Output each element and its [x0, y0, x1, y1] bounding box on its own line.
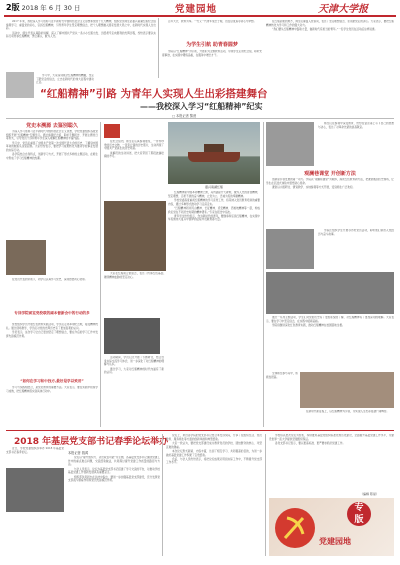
- editor-note: （编辑 陈星）: [360, 492, 379, 496]
- mid-right-headline: 观澜巷课堂 开创新方法: [304, 171, 356, 177]
- stamp-footer: 党建园地: [319, 537, 351, 546]
- party-emblem-icon: [273, 504, 317, 552]
- main-title: “红船精神”引路 为青年人实现人生出彩搭建舞台: [40, 88, 268, 100]
- col3-text: 红船精神是中国革命精神之源，其内涵是开天辟地、敢为人先的首创精神，坚定理想、百折不挠的奋斗精神，立党为公、忠诚为民的奉献精神。 学校党委高度重视红船精神的学习宣传工作，将其纳入党员教育培训的重要内容，通过多种形式推动学习走深走实。 “红船精神同井冈山精神、长征精神、延安精神、西柏坡精神等一起，构成我们党在不同历史时期的精神谱系。”专家在报告中指出。 青年学生纷纷表示，作为新时代的青年，要继承和弘扬红船精神，在实现中华民族伟大复兴中国梦的征程中贡献青春力量。: [168, 191, 260, 222]
- side-text-a: 学习中，大家深刻领会红船精神的精髓，坚定了跟党走的信念，立志在新时代的伟大征程中建功立业。: [36, 74, 94, 85]
- top-right-text: 学院以“红船精神”为引领，开展系列主题教育活动，带领学生走进纪念馆，聆听先辈事迹，在实践中锤炼品格，在服务中增长才干。: [162, 50, 262, 57]
- group-photo-2: [104, 318, 160, 354]
- left-subhead-1: 党史本溯源 去鉴别聪久: [26, 123, 78, 129]
- right-text-c: 学院还组织学生开展寻访老党员活动，聆听他们讲述入党经历与奋斗故事。: [318, 229, 394, 236]
- stamp-circle: [347, 502, 371, 526]
- bottom-photo: [6, 468, 64, 512]
- special-edition-stamp: [269, 498, 394, 556]
- top-right-headline: 为学生引航 助青春圆梦: [186, 42, 238, 48]
- col-divider-2: [100, 122, 101, 427]
- right-text-e: 全体师生参与其中，积极性很高。: [266, 372, 298, 379]
- col-divider-3: [263, 122, 264, 427]
- column-name: 党建园地: [175, 4, 218, 15]
- stamp-label-2: 版: [354, 515, 364, 525]
- main-byline: □ 本报记者 黎萱: [172, 114, 197, 118]
- top-right-text-2: 在红船起航的地方，师生们重温入党誓词，表达了坚定理想信念、永远跟党走的决心。大家表示，要把红船精神转化为学习和工作的强大动力。 “我们要从红船精神中汲取力量，做新时代有担当的青年。”一名学生党员在活动后这样说道。: [266, 20, 394, 31]
- right-photo-4: [300, 372, 394, 408]
- stamp-label-1: 专: [354, 503, 364, 513]
- right-text-b: 创新是引领发展的第一动力。学院以“观澜巷课堂”为载体，探索红色教育新方法，把课堂搬到历史现场，让学生在沉浸式体验中感悟初心使命。 课堂以小组研讨、情景教学、实地参观等方式开展，受到师生广泛欢迎。: [266, 178, 394, 189]
- main-subtitle: ——我校深入学习“红船精神”纪实: [140, 102, 263, 111]
- right-text-a: 师生们在参观中深受教育，纷纷在留言簿上写下自己的感想与决心，表达了对革命先辈的崇高敬意。: [318, 122, 394, 129]
- boat-caption: 嘉兴南湖红船: [204, 185, 223, 189]
- boat-shape: [188, 152, 240, 162]
- small-photo-left: [6, 72, 34, 98]
- col1-photo: [6, 240, 46, 275]
- col2-text-c: 活动期间，学员们还开展了专题研讨，结合自身实际交流学习体会，进一步深化了对红船精神的理解与认识。 通过学习，大家对红船精神的时代内涵有了新的认识。: [104, 356, 164, 375]
- group-photo-1: [104, 201, 166, 271]
- bottom-divider-2: [265, 434, 266, 556]
- bottom-headline: 2018 年基层党支部书记春季论坛举办: [14, 437, 169, 447]
- bottom-text-left: 近日，学校党委组织部举办 2018 年基层党支部书记春季论坛。: [6, 447, 64, 454]
- col1-text-d: 学习与实践相结合，是党员教育的重要方法。大家表示，要在实践中检验学习成效，把红船精神落实到具体行动中。: [6, 386, 98, 393]
- side-photo-right-2: [266, 229, 314, 269]
- bottom-text-3: 学校将以此次论坛为契机，持续推进基层党组织标准化规范化建设，全面提升基层党建工作水平，为建设世界一流大学提供坚强组织保证。 各党支部书记表示，要以更高标准、更严要求抓好党建工作。: [269, 434, 394, 445]
- bottom-text-1: 论坛以“提升组织力、突出政治功能”为主题，各基层党支部书记围绕党建工作中的重点难点问题，交流经验做法，共同探讨提升党建工作质量的路径与方法。 与会人员表示，论坛为基层党支部书记搭建了学习交流的平台，对推动学校基层党建工作创新发展具有重要意义。 组织部负责同志在总结中指出，要进一步加强基层党支部建设，充分发挥党支部战斗堡垒作用和党员先锋模范作用。: [68, 456, 160, 483]
- intro-text-mid: 百年大计，教育为本。一代又一代青年成长于斯，也在这里追寻初心与梦想。: [168, 20, 257, 23]
- col2-text-b: 大家在红船前合影留念，表达了传承红色基因、赓续精神血脉的坚定决心。: [104, 272, 166, 279]
- col2-text: 在纪念馆内，师生们认真参观展览，一件件珍贵的历史文物、一张张泛黄的历史照片，生动再现了中国共产党诞生的历史场景。 讲解员的生动讲述，把大家带回了那段波澜壮阔的岁月。: [104, 140, 164, 159]
- page-number: 2版: [6, 3, 20, 12]
- col1-text: 为深入学习贯彻习近平新时代中国特色社会主义思想，学校党委组织各级党组织开展“红船精神”专题学习。通过参观纪念馆、聆听专题报告、开展主题党日等形式，引导党员干部和青年学生深入理解红船精神的丰富内涵。 学习中，党员们重温了中国共产党第一次全国代表大会的历史，了解到中国革命的航船从这里起航。大家纷纷表示，要把学习成果转化为推动学校事业发展的实际行动。 各学院结合自身特点，创新学习方式，开展了形式多样的主题活动，在师生中形成了学习红船精神的热潮。: [6, 130, 98, 160]
- issue-date: 2018 年 6 月 30 日: [21, 4, 81, 12]
- col1-text-c: 党校组织学员开展红色教育实践活动，学员们走进革命纪念地，接受精神洗礼。通过现场教学，学员们对党的光辉历史有了更加直观的认识。 学员表示，这次学习让自己更加坚定了理想信念，要在今后的学习工作中发挥先锋模范作用。: [6, 323, 98, 338]
- right-text-f: 在新时代新征程上，以红船精神为引领，为实现人生出彩搭建广阔舞台。: [306, 410, 389, 413]
- left-subhead-3: “如何在学习和中找方,最好是学以致用”: [20, 379, 84, 383]
- flag-photo: [104, 124, 120, 138]
- right-photo-3: [266, 272, 394, 314]
- header-rule: [4, 15, 396, 17]
- col1-text-b: 在党员代表的带领下，同学们认真学习党史，深刻感悟初心使命。: [12, 278, 88, 281]
- boat-cabin: [204, 144, 224, 152]
- left-subhead-2: 专训学院面室党校联的副本督新会中的行动的多: [14, 311, 90, 315]
- bottom-byline: 本报记者 钱鸿: [68, 451, 89, 455]
- bottom-rule: [6, 430, 394, 431]
- side-photo-right: [266, 122, 314, 166]
- bottom-divider-1: [162, 434, 163, 556]
- bottom-text-2: 论坛上，来自各学院的党支部书记结合本支部实际，分享了在组织生活、党员教育、服务师生等方面的创新举措和典型经验。 大家一致认为，要把党支部建设成为教育党员的学校、团结群众的核心、攻坚克难的堡垒。 本次论坛形式新颖、内容丰富，达到了相互学习、共同提高的目的，为进一步做好基层党建工作积累了宝贵经验。 会后，与会人员纷纷表示，将把论坛成果运用到实际工作中，不断提升党支部工作水平。: [166, 434, 262, 465]
- section-rule: [6, 118, 394, 119]
- red-boat-photo: [168, 122, 260, 184]
- right-text-d: 通过一系列主题活动，学生们对党的历史有了更加系统的了解，对红船精神有了更加深刻的理解。大家表示，要在学习中坚定信念，在实践中砥砺品格。 学院将继续深化红色教育实践，推动红船精神在校园落地生根。: [266, 316, 394, 327]
- masthead: 天津大学报: [318, 4, 368, 15]
- intro-text-left: 2017 年来，我校深入学习贯彻习近平新时代中国特色社会主义思想和党的十九大精神，组织党员师生赴嘉兴南湖红船纪念馆参观学习，重温党的初心，弘扬红船精神，引导青年学生坚定理想信念，把个人理想融入国家发展大局之中，在新时代实现人生出彩。 活动中，师生代表认真聆听讲解，深入了解中国共产党从一条小小红船出发、历经艰辛走向胜利的光辉历程，纷纷表示要以实际行动传承红船精神，勇立潮头，敢为人先。: [6, 20, 156, 39]
- column-divider: [158, 18, 159, 78]
- page-number-date: [6, 2, 80, 13]
